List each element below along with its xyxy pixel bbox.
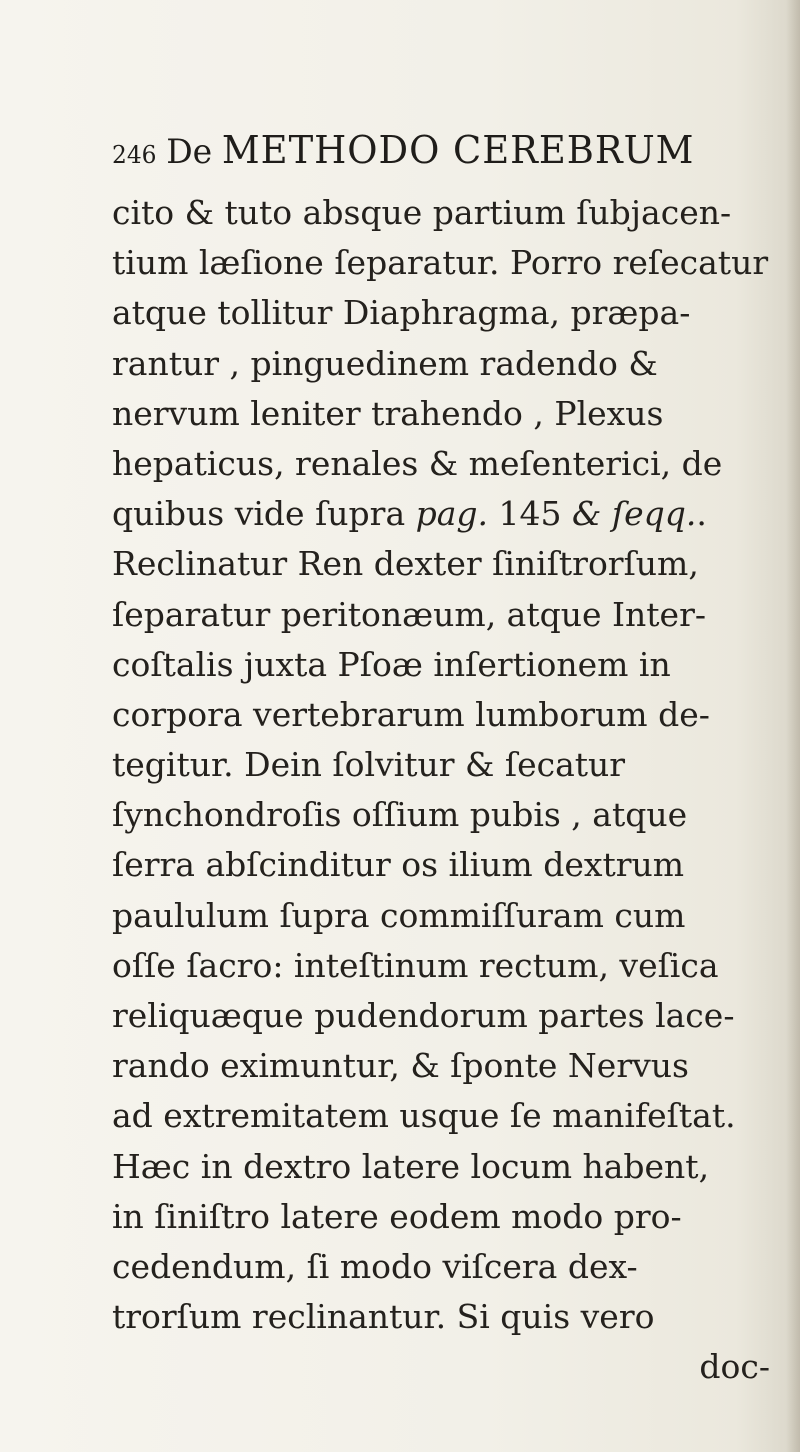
page-number: 246 <box>112 141 157 169</box>
running-header <box>112 128 782 172</box>
header-title-de: De <box>166 132 213 172</box>
text-line-11: corpora vertebrarum lumborum de- <box>112 694 710 734</box>
text-line-3: atque tollitur Diaphragma, præpa- <box>112 293 691 333</box>
text-line-9: ſeparatur peritonæum, atque Inter- <box>112 594 707 634</box>
text-line-4: rantur , pinguedinem radendo & <box>112 343 658 383</box>
text-line-17: reliquæque pudendorum partes lace- <box>112 996 735 1035</box>
ref-number: 145 <box>488 494 572 534</box>
text-line-6: hepaticus, renales & meſenterici, de <box>112 443 723 483</box>
text-line-7 <box>112 489 800 539</box>
header-title-main: METHODO CEREBRUM <box>221 128 695 172</box>
ref-before: quibus vide ſupra <box>112 494 416 534</box>
text-line-23: trorſum reclinantur. Si quis vero <box>112 1297 655 1337</box>
text-line-12: tegitur. Dein ſolvitur & ſecatur <box>112 745 626 785</box>
body-text <box>112 188 800 1393</box>
text-line-19: ad extremitatem usque ſe manifeſtat. <box>112 1096 736 1136</box>
ref-pag: pag. <box>415 494 489 534</box>
ref-after: . <box>696 494 707 534</box>
text-line-18: rando eximuntur, & ſponte Nervus <box>112 1046 689 1086</box>
ref-seqq: & ſeqq. <box>572 494 697 534</box>
text-line-13: ſynchondroſis oſſium pubis , atque <box>112 795 688 835</box>
text-line-22: cedendum, ſi modo viſcera dex- <box>112 1246 638 1286</box>
text-line-2: tium læſione ſeparatur. Porro reſecatur <box>112 243 769 283</box>
text-line-8: Reclinatur Ren dexter ſiniſtrorſum, <box>112 544 699 584</box>
text-line-10: coſtalis juxta Pſoæ inſertionem in <box>112 644 671 684</box>
text-line-20: Hæc in dextro latere locum habent, <box>112 1146 710 1186</box>
text-line-14: ſerra abſcinditur os ilium dextrum <box>112 845 685 885</box>
text-line-15: paululum ſupra commiſſuram cum <box>112 895 686 935</box>
text-line-1: cito & tuto absque partium ſubjacen- <box>112 193 732 232</box>
catchword: doc- <box>699 1347 770 1387</box>
text-line-5: nervum leniter trahendo , Plexus <box>112 393 664 433</box>
text-line-21: in ſiniſtro latere eodem modo pro- <box>112 1196 682 1236</box>
text-line-16: oſſe ſacro: inteſtinum rectum, veſica <box>112 945 719 985</box>
